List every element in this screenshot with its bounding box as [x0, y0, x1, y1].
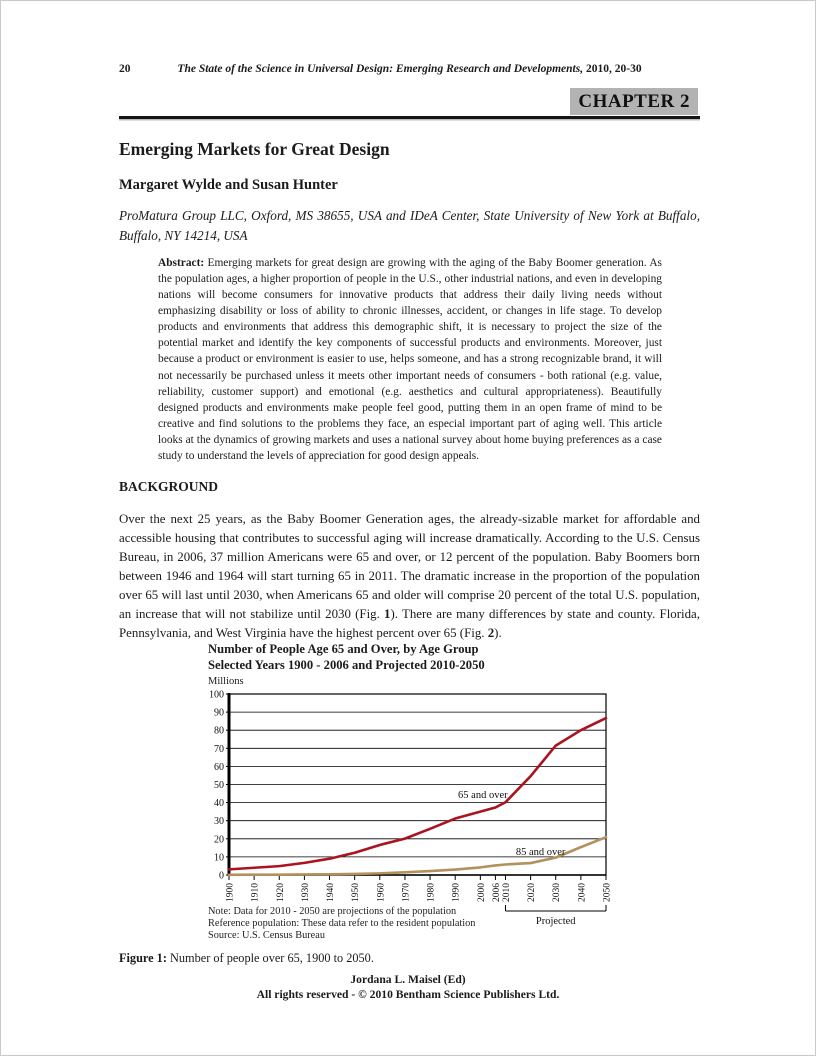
svg-text:1970: 1970 [401, 883, 412, 902]
figure-caption-text: Number of people over 65, 1900 to 2050. [166, 951, 374, 965]
chart-unit-label: Millions [208, 676, 244, 687]
abstract-label: Abstract: [158, 257, 205, 269]
svg-text:1960: 1960 [376, 883, 387, 902]
svg-text:1910: 1910 [250, 883, 261, 902]
section-heading: BACKGROUND [119, 479, 219, 494]
svg-text:Projected: Projected [535, 916, 576, 927]
svg-text:1940: 1940 [326, 883, 337, 902]
svg-text:100: 100 [209, 690, 224, 701]
svg-text:2010: 2010 [501, 883, 512, 902]
chart-note-line: Note: Data for 2010 - 2050 are projections of the population [208, 906, 457, 917]
svg-text:2030: 2030 [552, 883, 563, 902]
abstract [158, 255, 662, 464]
fig2-ref: 2 [487, 625, 495, 640]
svg-text:30: 30 [214, 816, 224, 828]
svg-text:1990: 1990 [451, 883, 462, 902]
svg-text:2050: 2050 [602, 883, 612, 902]
svg-text:1950: 1950 [351, 883, 362, 902]
svg-text:85 and over: 85 and over [515, 847, 566, 859]
footer-editor: Jordana L. Maisel (Ed) [350, 973, 466, 986]
chart-title-line2: Selected Years 1900 - 2006 and Projected 2010-2050 [208, 657, 485, 672]
svg-text:1900: 1900 [225, 883, 236, 902]
figure-caption-label: Figure 1: [119, 951, 167, 965]
svg-text:2040: 2040 [577, 883, 588, 902]
svg-text:2000: 2000 [476, 883, 487, 902]
svg-text:65 and over: 65 and over [458, 790, 508, 802]
svg-text:10: 10 [214, 852, 224, 864]
population-chart [206, 690, 612, 930]
abstract-text: Emerging markets for great design are growing with the aging of the Baby Boomer generation. As the population ages, a higher proportion of people in the U.S., other industrial nations, and even in developing nations will become consumers for innovative products that address their daily living needs without emphasizing disability or loss of ability to chronic illnesses, accident, or changes in life stage. To develop products and environments that address this demographic shift, it is necessary to project the size of the potential market and identify the key components of successful products and environments. Moreover, just because a product or environment is easier to use, helps someone, and has a strong recognizable brand, it will not necessarily be purchased unless it meets other important needs of consumers - both rational (e.g. value, reliability, customer support) and emotional (e.g. aesthetics and cultural appropriateness). Beautifully designed products and environments make people feel good, putting them in an open frame of mind to be creative and find solutions to the problems they face, an especial important part of aging well. This article looks at the dynamics of growing markets and uses a national survey about home buying preferences as a case study to understand the levels of appreciation for good design appeals. [158, 257, 662, 462]
footer-copyright: All rights reserved - © 2010 Bentham Science Publishers Ltd. [256, 988, 560, 1001]
figure-1-chart-block [206, 642, 612, 947]
running-title: The State of the Science in Universal Design: Emerging Research and Developments, 2010, 20-30 [177, 63, 642, 75]
svg-text:50: 50 [214, 780, 224, 791]
chart-note-line: Source: U.S. Census Bureau [208, 930, 325, 942]
affiliation: ProMatura Group LLC, Oxford, MS 38655, USA and IDeA Center, State University of New York at Buffalo, Buffalo, NY 14214, USA [119, 208, 700, 244]
chart-notes [208, 906, 475, 942]
svg-text:2006: 2006 [491, 883, 502, 902]
body-paragraph: Over the next 25 years, as the Baby Boomer Generation ages, the already-sizable market for affordable and accessible housing that contributes to successful aging will increase dramatically. According to the U.S. Census Bureau, in 2006, 37 million Americans were 65 and over, or 12 percent of the population. Baby Boomers born between 1946 and 1964 will start turning 65 in 2011. The dramatic increase in the proportion of the population over 65 will last until 2030, when Americans 65 and older will comprise 20 percent of the total U.S. population, an increase that will not stabilize until 2030 (Fig. 1). There are many differences by state and county. Florida, Pennsylvania, and West Virginia have the highest percent over 65 (Fig. 2). [119, 512, 700, 640]
page-number: 20 [119, 63, 131, 75]
svg-text:90: 90 [214, 707, 224, 719]
article-title: Emerging Markets for Great Design [119, 139, 390, 159]
authors: Margaret Wylde and Susan Hunter [119, 177, 338, 193]
svg-text:1920: 1920 [275, 883, 286, 902]
running-head [119, 63, 700, 79]
svg-text:1980: 1980 [426, 883, 437, 902]
svg-text:20: 20 [214, 834, 224, 846]
header-rule [119, 116, 700, 119]
svg-text:80: 80 [214, 725, 224, 737]
figure-caption [119, 951, 374, 966]
footer [1, 972, 815, 1002]
svg-text:40: 40 [214, 798, 224, 810]
svg-text:70: 70 [214, 743, 224, 755]
svg-text:1930: 1930 [300, 883, 311, 902]
fig1-ref: 1 [384, 606, 391, 621]
svg-text:2020: 2020 [527, 883, 538, 902]
svg-text:0: 0 [219, 870, 224, 882]
svg-text:60: 60 [214, 761, 224, 773]
chapter-badge: CHAPTER 2 [570, 88, 698, 115]
chart-note-line: Reference population: These data refer to the resident population [208, 918, 476, 930]
chart-title-line1: Number of People Age 65 and Over, by Age Group [208, 642, 479, 656]
